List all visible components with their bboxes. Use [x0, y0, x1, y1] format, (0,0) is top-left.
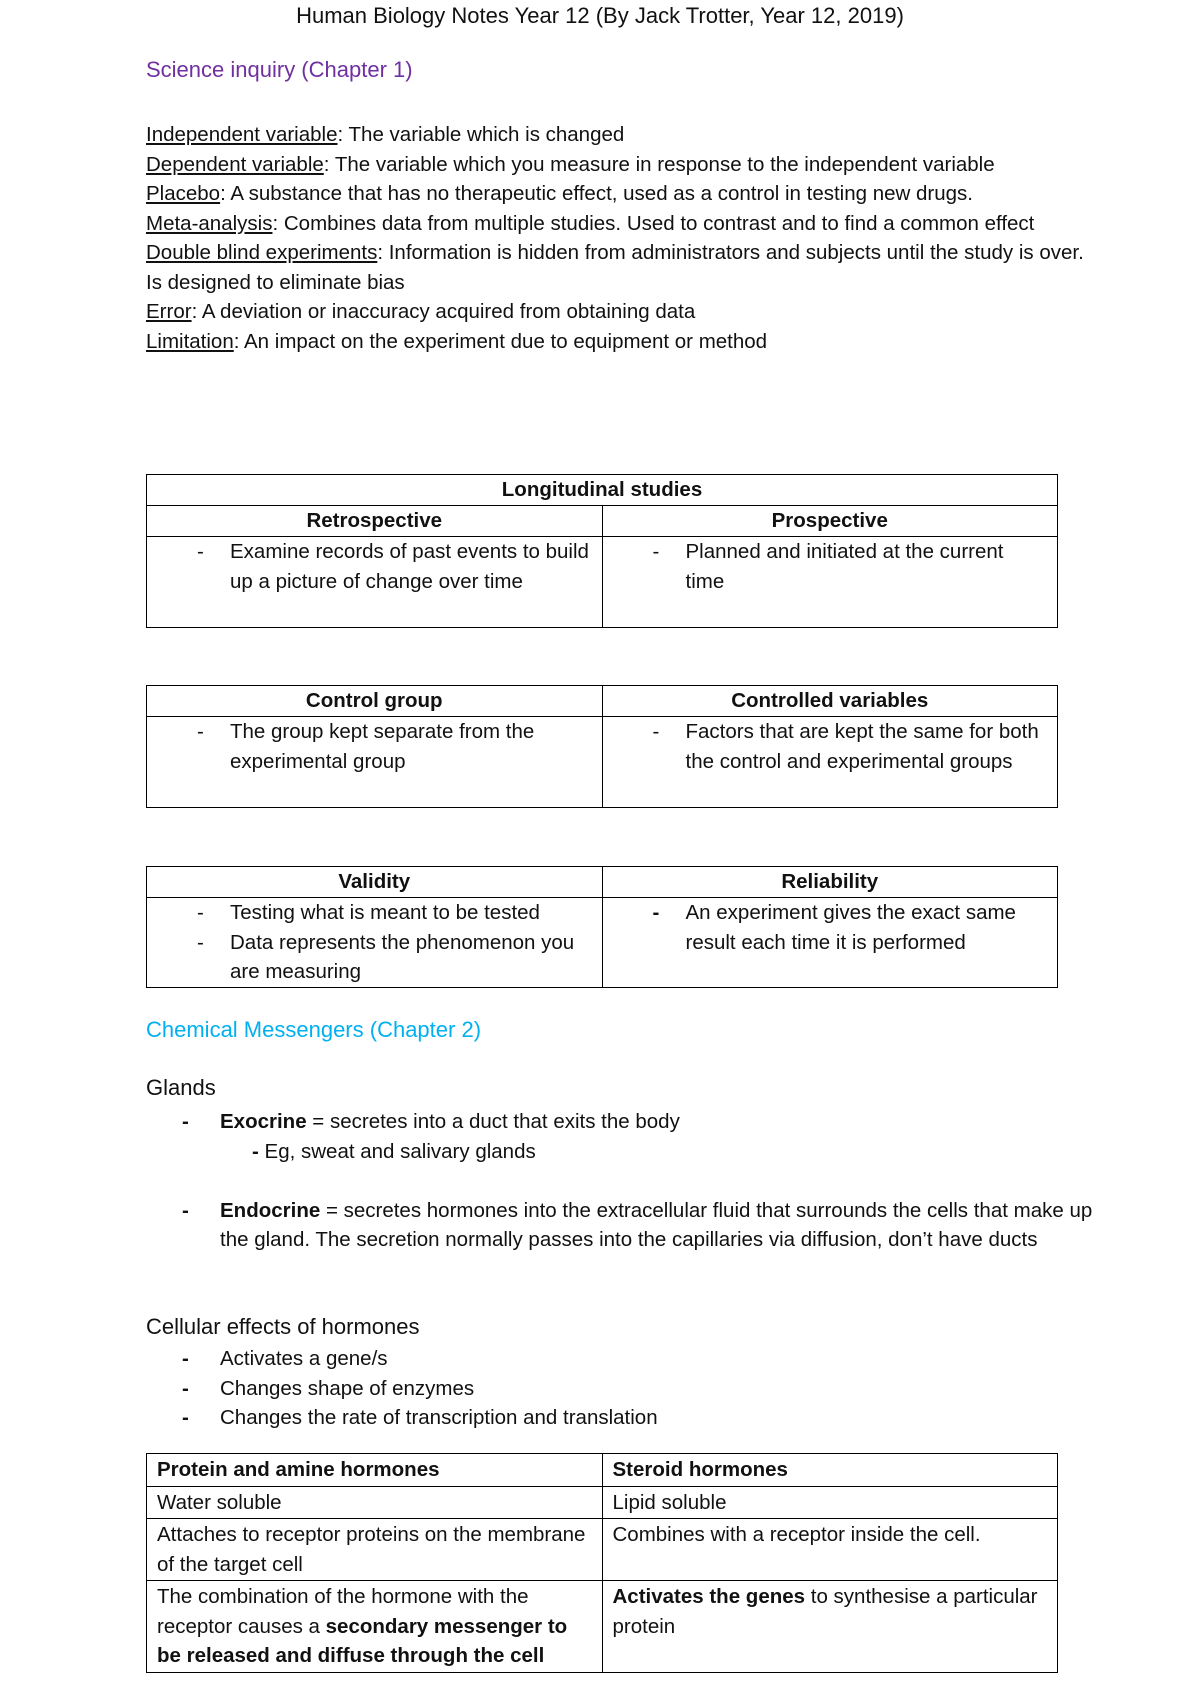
column-header-validity: Validity — [147, 867, 603, 898]
term: Placebo — [146, 182, 221, 205]
heading-cellular-effects: Cellular effects of hormones — [146, 1314, 420, 1339]
definition-meta-analysis — [146, 209, 1086, 239]
table-longitudinal-studies — [146, 474, 1058, 628]
definition-text: : The variable which is changed — [337, 123, 625, 146]
table-hormones — [146, 1453, 1058, 1673]
cell-text: The combination of the hormone with the receptor causes a — [157, 1585, 529, 1638]
term: Independent variable — [146, 123, 338, 146]
list-item — [146, 1344, 1046, 1374]
definition-text: : Combines data from multiple studies. Used to contrast and to find a common effect — [272, 211, 1035, 235]
definition-placebo — [146, 179, 1086, 209]
cell-text-bold: Activates the genes — [612, 1585, 806, 1608]
list-item-endocrine — [146, 1196, 1106, 1255]
definitions-list — [146, 120, 1086, 356]
cell-control-group — [147, 717, 603, 808]
column-header-controlled-variables: Controlled variables — [602, 686, 1058, 717]
list-subitem-exocrine-example — [146, 1137, 1106, 1167]
exocrine-text: = secretes into a duct that exits the body — [306, 1110, 680, 1133]
list-item: - An experiment gives the exact same result each time it is performed — [603, 898, 1058, 957]
term-endocrine: Endocrine — [220, 1198, 321, 1222]
endocrine-text: = secretes hormones into the extracellular fluid that surrounds the cells that make up the gland. The secretion normally passes into the capillaries via diffusion, don’t have ducts — [220, 1198, 1093, 1251]
cell-lipid-soluble: Lipid soluble — [602, 1486, 1058, 1519]
bullet-dash: - — [182, 1110, 189, 1133]
cell-secondary-messenger — [147, 1581, 603, 1673]
column-header-reliability: Reliability — [602, 867, 1058, 898]
term: Limitation — [146, 329, 234, 353]
cell-attaches-receptor: Attaches to receptor proteins on the membrane of the target cell — [147, 1519, 603, 1581]
heading-chemical-messengers: Chemical Messengers (Chapter 2) — [146, 1017, 482, 1042]
list-item: - Planned and initiated at the current time — [603, 537, 1058, 596]
definition-text: : Information is hidden from administrators and subjects until the study is over. Is designed to eliminate bias — [146, 241, 1084, 294]
list-item: - Data represents the phenomenon you are measuring — [147, 928, 602, 987]
term-exocrine: Exocrine — [220, 1110, 307, 1133]
cell-controlled-variables — [602, 717, 1058, 808]
document-title: Human Biology Notes Year 12 (By Jack Trotter, Year 12, 2019) — [296, 3, 904, 28]
definition-double-blind — [146, 238, 1086, 297]
list-item — [146, 1374, 1046, 1404]
bullet-dash: - — [182, 1198, 189, 1222]
list-item-exocrine — [146, 1107, 1106, 1137]
cell-retrospective — [147, 537, 603, 628]
list-item — [146, 1403, 1046, 1433]
bullet-dash: - — [182, 1376, 189, 1400]
heading-glands: Glands — [146, 1075, 216, 1100]
list-item: - Factors that are kept the same for both the control and experimental groups — [603, 717, 1058, 776]
bullet-dash: - — [182, 1406, 189, 1429]
bullet-dash: - — [182, 1347, 189, 1370]
list-item: - The group kept separate from the experimental group — [147, 717, 602, 776]
list-item-text: Activates a gene/s — [220, 1347, 388, 1370]
column-header-protein-amine: Protein and amine hormones — [147, 1454, 603, 1487]
definition-independent — [146, 120, 1086, 150]
cell-water-soluble: Water soluble — [147, 1486, 603, 1519]
exocrine-example-text: Eg, sweat and salivary glands — [264, 1139, 536, 1163]
cell-reliability — [602, 898, 1058, 988]
heading-science-inquiry: Science inquiry (Chapter 1) — [146, 57, 413, 82]
list-item-text: Changes the rate of transcription and translation — [220, 1406, 658, 1429]
term: Error — [146, 300, 192, 323]
term: Dependent variable — [146, 152, 324, 176]
column-header-steroid: Steroid hormones — [602, 1454, 1058, 1487]
cellular-effects-list — [146, 1344, 1046, 1433]
table-validity-reliability — [146, 866, 1058, 988]
bullet-dash: - — [252, 1139, 265, 1163]
definition-text: : The variable which you measure in response to the independent variable — [323, 152, 995, 176]
list-item: - Examine records of past events to build up a picture of change over time — [147, 537, 602, 596]
cell-validity — [147, 898, 603, 988]
definition-error — [146, 297, 1086, 327]
list-item: - Testing what is meant to be tested — [147, 898, 602, 928]
glands-list — [146, 1107, 1106, 1255]
column-header-prospective: Prospective — [602, 506, 1058, 537]
cell-text: to synthesise a particular protein — [612, 1585, 1038, 1638]
cell-activates-genes — [602, 1581, 1058, 1673]
column-header-retrospective: Retrospective — [147, 506, 603, 537]
term: Double blind experiments — [146, 241, 378, 264]
definition-text: : An impact on the experiment due to equipment or method — [233, 329, 768, 353]
definition-dependent — [146, 150, 1086, 180]
definition-limitation — [146, 327, 1086, 357]
table-control-group — [146, 685, 1058, 808]
cell-prospective — [602, 537, 1058, 628]
table-title: Longitudinal studies — [147, 475, 1058, 506]
list-item-text: Changes shape of enzymes — [220, 1376, 475, 1400]
cell-combines-receptor: Combines with a receptor inside the cell. — [602, 1519, 1058, 1581]
column-header-control-group: Control group — [147, 686, 603, 717]
term: Meta-analysis — [146, 211, 273, 235]
definition-text: : A deviation or inaccuracy acquired from obtaining data — [191, 300, 696, 323]
definition-text: : A substance that has no therapeutic effect, used as a control in testing new drugs. — [220, 182, 973, 205]
cell-text-bold: secondary messenger to be released and diffuse through the cell — [157, 1614, 568, 1667]
